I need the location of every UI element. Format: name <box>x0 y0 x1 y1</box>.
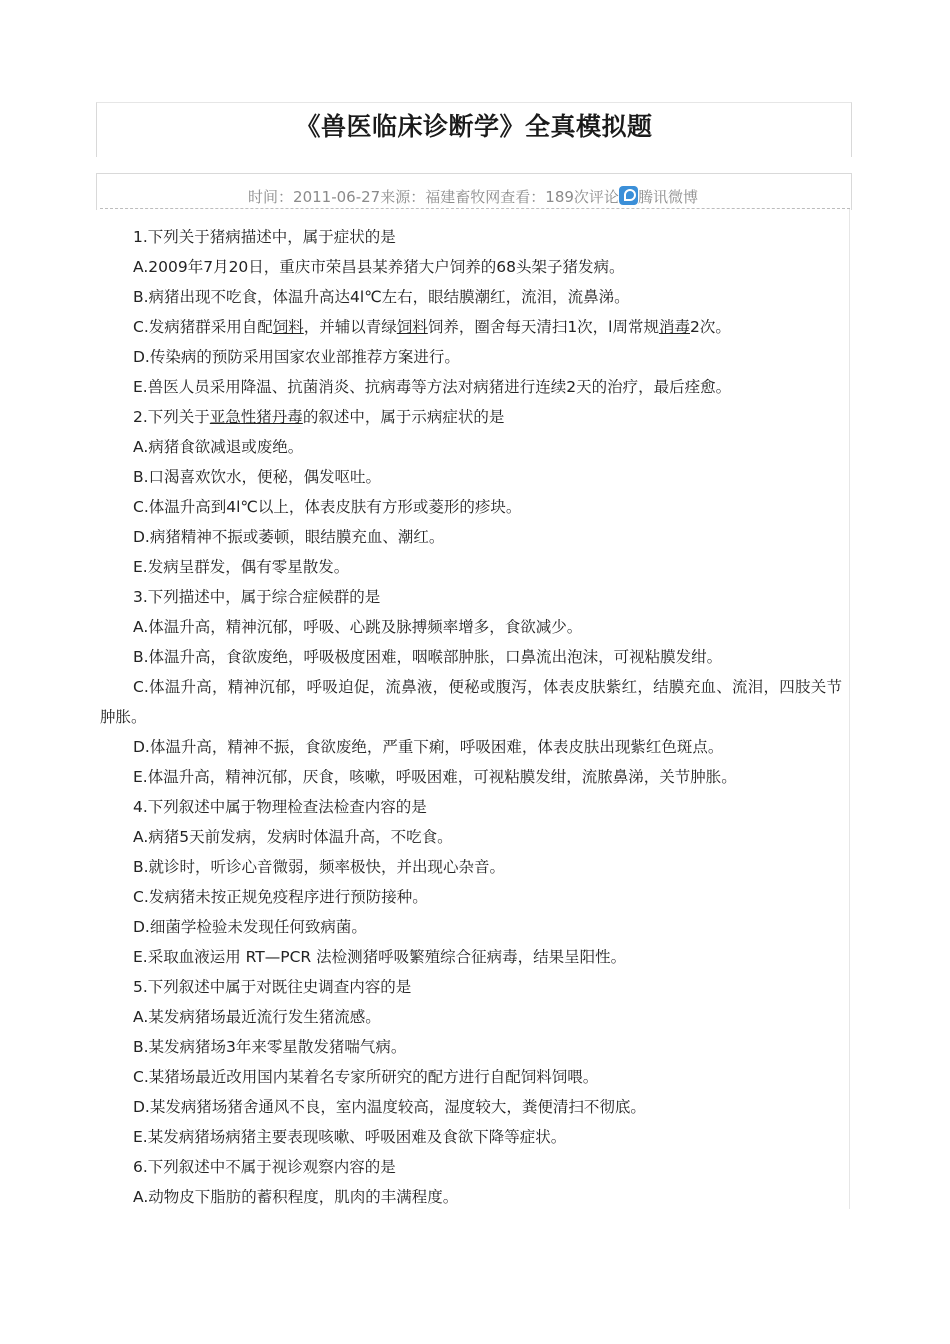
article-body <box>100 222 842 1212</box>
text-line <box>100 462 842 492</box>
text-segment: A.某发病猪场最近流行发生猪流感。 <box>133 1008 381 1026</box>
text-line <box>100 792 842 822</box>
text-segment: 2次。 <box>690 318 731 336</box>
text-segment: A.病猪5天前发病，发病时体温升高，不吃食。 <box>133 828 453 846</box>
meta-divider <box>100 208 850 209</box>
text-segment: C.发病猪群采用自配 <box>133 318 273 336</box>
text-segment: 5.下列叙述中属于对既往史调查内容的是 <box>133 978 412 996</box>
keyword-link[interactable]: 亚急性猪丹毒 <box>209 408 303 426</box>
text-segment: D.传染病的预防采用国家农业部推荐方案进行。 <box>133 348 460 366</box>
text-segment: E.采取血液运用 RT—PCR 法检测猪呼吸繁殖综合征病毒，结果呈阳性。 <box>133 948 627 966</box>
text-line <box>100 402 842 432</box>
text-line <box>100 642 842 672</box>
text-segment: 1.下列关于猪病描述中，属于症状的是 <box>133 228 396 246</box>
text-line <box>100 1182 842 1212</box>
text-line <box>100 852 842 882</box>
text-line <box>100 552 842 582</box>
text-line <box>100 432 842 462</box>
text-segment: C.体温升高，精神沉郁，呼吸迫促，流鼻液，便秘或腹泻，体表皮肤紫红，结膜充血、流泪，四肢关节肿胀。 <box>100 678 842 726</box>
article-meta <box>96 186 850 207</box>
text-segment: A.体温升高，精神沉郁，呼吸、心跳及脉搏频率增多，食欲减少。 <box>133 618 583 636</box>
text-segment: 2.下列关于 <box>133 408 210 426</box>
time-label: 时间： <box>248 188 294 206</box>
page-title: 《兽医临床诊断学》全真模拟题 <box>295 112 653 141</box>
source-value: 福建畜牧网 <box>425 188 501 206</box>
text-line <box>100 732 842 762</box>
keyword-link[interactable]: 饲料 <box>272 318 304 336</box>
text-segment: A.2009年7月20日，重庆市荣昌县某养猪大户饲养的68头架子猪发病。 <box>133 258 625 276</box>
text-segment: E.体温升高，精神沉郁，厌食，咳嗽，呼吸困难，可视粘膜发绀，流脓鼻涕，关节肿胀。 <box>133 768 737 786</box>
text-line <box>100 762 842 792</box>
text-line <box>100 312 842 342</box>
text-segment: 饲养，圈舍每天清扫1次，l周常规 <box>427 318 659 336</box>
text-line <box>100 582 842 612</box>
text-segment: D.病猪精神不振或萎顿，眼结膜充血、潮红。 <box>133 528 445 546</box>
views-label: 查看： <box>500 188 546 206</box>
views-value: 189次 <box>545 188 589 206</box>
text-segment: E.某发病猪场病猪主要表现咳嗽、呼吸困难及食欲下降等症状。 <box>133 1128 567 1146</box>
text-segment: B.某发病猪场3年来零星散发猪喘气病。 <box>133 1038 407 1056</box>
text-segment: 的叙述中，属于示病症状的是 <box>302 408 505 426</box>
text-line <box>100 1062 842 1092</box>
text-segment: A.病猪食欲减退或废绝。 <box>133 438 304 456</box>
time-value: 2011-06-27 <box>293 188 381 206</box>
text-line <box>100 492 842 522</box>
text-segment: 4.下列叙述中属于物理检查法检查内容的是 <box>133 798 427 816</box>
text-segment: D.某发病猪场猪舍通风不良，室内温度较高，湿度较大，粪便清扫不彻底。 <box>133 1098 646 1116</box>
text-segment: 3.下列描述中，属于综合症候群的是 <box>133 588 381 606</box>
text-segment: E.兽医人员采用降温、抗菌消炎、抗病毒等方法对病猪进行连续2天的治疗，最后痊愈。 <box>133 378 732 396</box>
text-segment: B.口渴喜欢饮水，便秘，偶发呕吐。 <box>133 468 382 486</box>
text-line <box>100 912 842 942</box>
text-segment: D.细菌学检验未发现任何致病菌。 <box>133 918 367 936</box>
text-segment: B.就诊时，听诊心音微弱，频率极快，并出现心杂音。 <box>133 858 506 876</box>
text-segment: A.动物皮下脂肪的蓄积程度，肌肉的丰满程度。 <box>133 1188 459 1206</box>
keyword-link[interactable]: 消毒 <box>658 318 690 336</box>
text-segment: C.发病猪未按正规免疫程序进行预防接种。 <box>133 888 428 906</box>
comment-link[interactable]: 评论 <box>588 188 619 206</box>
text-line <box>100 342 842 372</box>
text-segment: C.某猪场最近改用国内某着名专家所研究的配方进行自配饲料饲喂。 <box>133 1068 599 1086</box>
text-line <box>100 942 842 972</box>
text-line <box>100 372 842 402</box>
text-segment: B.体温升高，食欲废绝，呼吸极度困难，咽喉部肿胀，口鼻流出泡沫，可视粘膜发绀。 <box>133 648 723 666</box>
keyword-link[interactable]: 饲料 <box>396 318 428 336</box>
text-line <box>100 972 842 1002</box>
text-line <box>100 282 842 312</box>
text-line <box>100 522 842 552</box>
text-line <box>100 1092 842 1122</box>
text-line <box>100 1002 842 1032</box>
text-segment: 6.下列叙述中不属于视诊观察内容的是 <box>133 1158 396 1176</box>
weibo-link[interactable]: 腾讯微博 <box>637 188 698 206</box>
text-line <box>100 822 842 852</box>
text-line <box>100 1032 842 1062</box>
text-segment: C.体温升高到4l℃以上，体表皮肤有方形或菱形的疹块。 <box>133 498 522 516</box>
text-line <box>100 612 842 642</box>
text-segment: D.体温升高，精神不振，食欲废绝，严重下痢，呼吸困难，体表皮肤出现紫红色斑点。 <box>133 738 724 756</box>
text-line <box>100 1152 842 1182</box>
tencent-weibo-icon[interactable] <box>619 186 638 205</box>
text-line <box>100 222 842 252</box>
content-right-border <box>849 209 850 1209</box>
text-line <box>100 252 842 282</box>
text-line <box>100 882 842 912</box>
text-segment: B.病猪出现不吃食，体温升高达4l℃左右，眼结膜潮红，流泪，流鼻涕。 <box>133 288 630 306</box>
title-box <box>96 102 852 157</box>
text-segment: E.发病呈群发，偶有零星散发。 <box>133 558 350 576</box>
text-line <box>100 672 842 732</box>
source-label: 来源： <box>380 188 426 206</box>
text-segment: ，并辅以青绿 <box>303 318 397 336</box>
text-line <box>100 1122 842 1152</box>
